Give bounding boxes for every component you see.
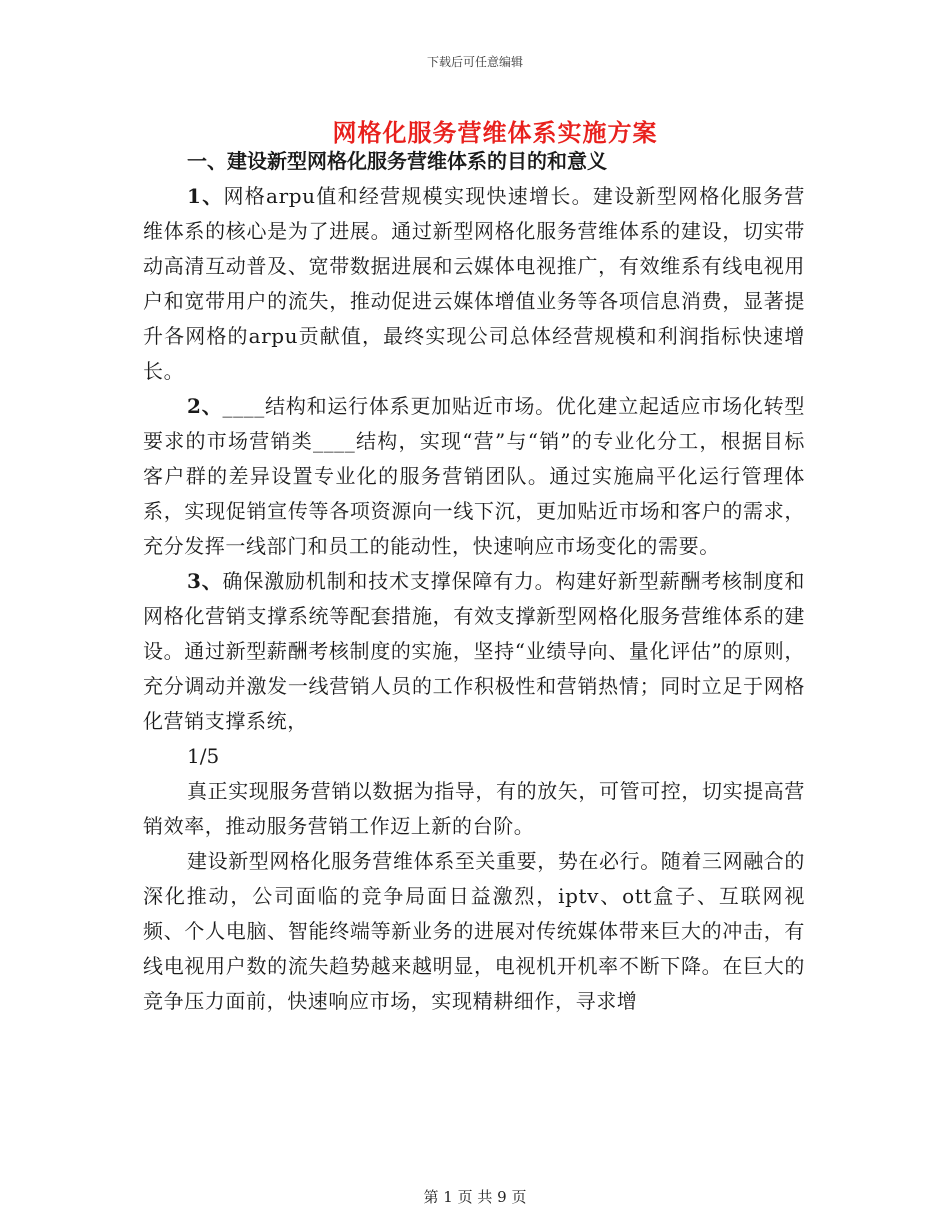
paragraph-text: ____结构和运行体系更加贴近市场。优化建立起适应市场化转型要求的市场营销类____结构，实现“营”与“销”的专业化分工，根据目标客户群的差异设置专业化的服务营销团队。通过实施扁平化运行管理体系，实现促销宣传等各项资源向一线下沉，更加贴近市场和客户的需求，充分发挥一线部门和员工的能动性，快速响应市场变化的需要。 [143,394,805,558]
continuation-paragraph-2: 建设新型网格化服务营维体系至关重要，势在必行。随着三网融合的深化推动，公司面临的竞争局面日益激烈，iptv、ott盒子、互联网视频、个人电脑、智能终端等新业务的进展对传统媒体带来巨大的冲击，有线电视用户数的流失趋势越来越明显，电视机开机率不断下降。在巨大的竞争压力面前，快速响应市场，实现精耕细作，寻求增 [143,849,805,1013]
paragraph-number: 3、 [187,569,223,593]
paragraph-number: 2、 [187,394,223,418]
paragraph-number: 1、 [187,184,224,208]
paragraph-text: 确保激励机制和技术支撑保障有力。构建好新型薪酬考核制度和网格化营销支撑系统等配套措施，有效支撑新型网格化服务营维体系的建设。通过新型薪酬考核制度的实施，坚持“业绩导向、量化评估”的原则，充分调动并激发一线营销人员的工作积极性和营销热情；同时立足于网格化营销支撑系统， [143,569,805,733]
section-heading: 一、建设新型网格化服务营维体系的目的和意义 [187,149,607,173]
paragraph-3 [143,564,805,739]
continuation-paragraph-1: 真正实现服务营销以数据为指导，有的放矢，可管可控，切实提高营销效率，推动服务营销工作迈上新的台阶。 [143,779,805,838]
paragraph-2 [143,389,805,564]
page-marker: 1/5 [187,744,220,768]
page-footer: 第 1 页 共 9 页 [423,1188,527,1206]
page-header-note: 下载后可任意编辑 [426,55,523,69]
document-title: 网格化服务营维体系实施方案 [332,118,658,147]
paragraph-text: 网格arpu值和经营规模实现快速增长。建设新型网格化服务营维体系的核心是为了进展。通过新型网格化服务营维体系的建设，切实带动高清互动普及、宽带数据进展和云媒体电视推广，有效维系有线电视用户和宽带用户的流失，推动促进云媒体增值业务等各项信息消费，显著提升各网格的arpu贡献值，最终实现公司总体经营规模和利润指标快速增长。 [143,184,805,383]
document-body [143,143,805,1019]
paragraph-1 [143,179,805,389]
